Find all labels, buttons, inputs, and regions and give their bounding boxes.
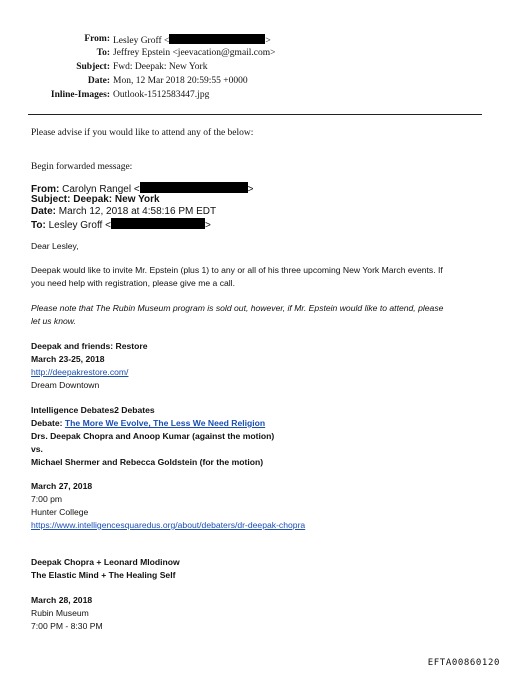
document-id: EFTA00860120 (427, 658, 500, 668)
header-to-value: Jeffrey Epstein <jeevacation@gmail.com> (113, 48, 276, 58)
event3-date: March 28, 2018 (31, 595, 93, 605)
header-from-row (0, 34, 400, 48)
fwd-date-value: March 12, 2018 at 4:58:16 PM EDT (58, 206, 217, 217)
forwarded-marker: Begin forwarded message: (31, 162, 133, 172)
event1-venue: Dream Downtown (31, 380, 100, 390)
header-images-row (0, 90, 400, 104)
greeting: Dear Lesley, (31, 241, 79, 251)
event2-vs: vs. (31, 444, 43, 454)
event3-subtitle: The Elastic Mind + The Healing Self (31, 570, 176, 580)
header-images-value: Outlook-1512583447.jpg (113, 90, 210, 100)
header-subject-label: Subject: (76, 62, 110, 72)
redaction-block (140, 182, 248, 193)
fwd-date-row (31, 206, 216, 217)
event2-date: March 27, 2018 (31, 481, 93, 491)
event1-link[interactable]: http://deepakrestore.com/ (31, 367, 129, 377)
para2-line1: Please note that The Rubin Museum program is sold out, however, if Mr. Epstein would like to attend, please (31, 303, 444, 313)
fwd-to-row: To: Lesley Groff < > (31, 220, 211, 231)
fwd-from-row: From: Carolyn Rangel < > (31, 184, 254, 195)
event2-title: Intelligence Debates2 Debates (31, 405, 155, 415)
event2-venue: Hunter College (31, 507, 89, 517)
header-from-label: From: (84, 34, 110, 44)
header-date-value: Mon, 12 Mar 2018 20:59:55 +0000 (113, 76, 248, 86)
event2-time: 7:00 pm (31, 494, 63, 504)
header-from-value: Lesley Groff < > (113, 36, 271, 46)
para2-line2: let us know. (31, 316, 76, 326)
event2-for: Michael Shermer and Rebecca Goldstein (for the motion) (31, 457, 264, 467)
event3-venue: Rubin Museum (31, 608, 89, 618)
fwd-subject-label: Subject: (31, 194, 71, 205)
fwd-subject-value: Deepak: New York (73, 194, 160, 205)
event2-against: Drs. Deepak Chopra and Anoop Kumar (against the motion) (31, 431, 275, 441)
fwd-date-label: Date: (31, 206, 57, 217)
event2-debate-label: Debate: (31, 418, 65, 428)
header-date-row (0, 76, 400, 90)
header-to-row (0, 48, 400, 62)
fwd-from-label: From: (31, 184, 60, 195)
header-to-label: To: (96, 48, 110, 58)
redaction-block (169, 34, 265, 44)
event3-title: Deepak Chopra + Leonard Mlodinow (31, 557, 180, 567)
event2-debate-link[interactable]: The More We Evolve, The Less We Need Religion (64, 418, 266, 428)
event1-title: Deepak and friends: Restore (31, 341, 148, 351)
header-subject-value: Fwd: Deepak: New York (113, 62, 208, 72)
intro-text: Please advise if you would like to attend any of the below: (31, 128, 254, 138)
fwd-subject-row (31, 194, 160, 205)
event1-date: March 23-25, 2018 (31, 354, 105, 364)
event2-link[interactable]: https://www.intelligencesquaredus.org/about/debaters/dr-deepak-chopra (31, 520, 306, 530)
header-date-label: Date: (87, 76, 110, 86)
para1-line2: you need help with registration, please give me a call. (31, 278, 235, 288)
fwd-to-label: To: (31, 220, 46, 231)
header-divider (28, 114, 482, 115)
event2-debate-row (31, 417, 265, 430)
redaction-block (111, 218, 205, 229)
header-subject-row (0, 62, 400, 76)
event3-time: 7:00 PM - 8:30 PM (31, 621, 103, 631)
para1-line1: Deepak would like to invite Mr. Epstein (plus 1) to any or all of his three upcoming New York March events. If (31, 265, 443, 275)
header-images-label: Inline-Images: (50, 90, 110, 100)
